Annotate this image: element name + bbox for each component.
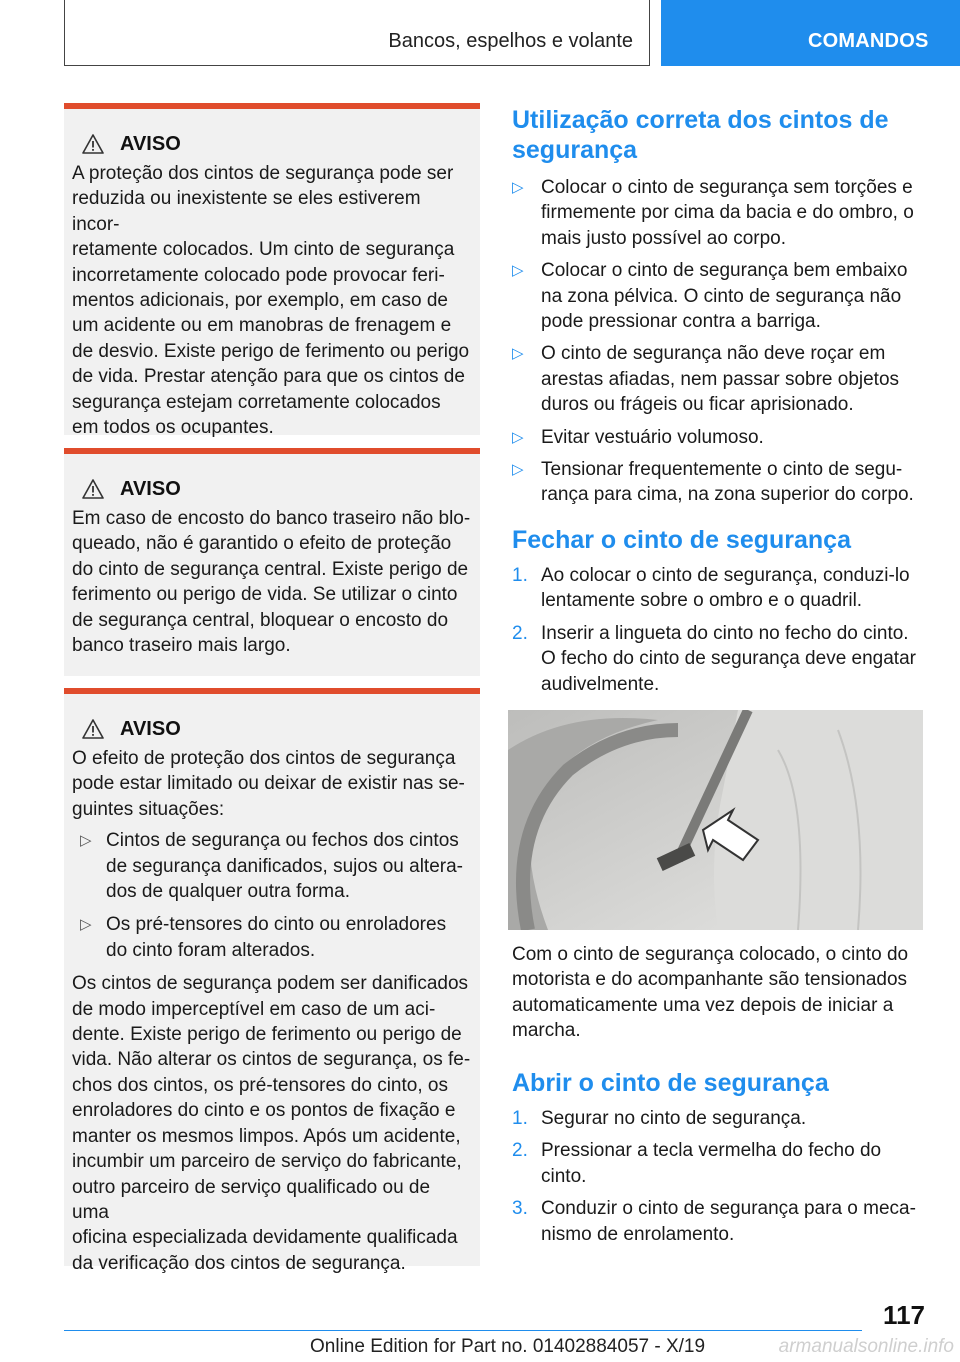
- footer-divider: [64, 1330, 862, 1331]
- warning-box-1: [64, 103, 480, 439]
- section-fasten-belt: [512, 525, 924, 704]
- warning-text: A proteção dos cintos de segurança pode ser reduzida ou inexistente se eles estiverem incor- retamente colocados. Um cinto de segurança incorretamente colocado pode provocar feri- mentos adicionais, por exemplo, em caso de um acidente ou em manobras de frenagem e de desvio. Existe perigo de ferimento ou perigo de vida. Prestar atenção para que os cintos de segurança estejam corretamente colocados em todos os ocupantes.: [72, 163, 470, 439]
- belt-tensioning-note: Com o cinto de segurança colocado, o cinto do motorista e do acompanhante são tensionados automaticamente uma vez depois de iniciar a marcha.: [512, 944, 909, 1042]
- bullet-triangle-icon: ▷: [80, 916, 92, 934]
- warning-heading: [72, 131, 472, 157]
- warning-heading: [72, 476, 472, 502]
- section-heading: Abrir o cinto de segurança: [512, 1069, 829, 1097]
- section-heading: Fechar o cinto de segurança: [512, 526, 851, 554]
- section-heading: Utilização correta dos cintos de segurança: [512, 106, 889, 164]
- section-header-box: [64, 0, 650, 66]
- page-number: 117: [883, 1300, 925, 1330]
- warning-intro: O efeito de proteção dos cintos de segurança pode estar limitado ou deixar de existir nas se- guintes situações:: [72, 748, 465, 820]
- warning-heading: [72, 716, 472, 742]
- warning-triangle-icon: [82, 719, 104, 739]
- warning-title: AVISO: [120, 477, 181, 500]
- numbered-list: [512, 563, 924, 697]
- warning-bullet-list: [72, 828, 472, 963]
- seatbelt-buckle-photo: [508, 710, 923, 930]
- list-item: ▷ Os pré-tensores do cinto ou enroladores do cinto foram alterados.: [80, 914, 447, 961]
- chapter-tab[interactable]: [661, 0, 960, 66]
- edition-text: Online Edition for Part no. 01402884057 - X/19: [310, 1336, 706, 1357]
- list-item: 2. Inserir a lingueta do cinto no fecho do cinto. O fecho do cinto de segurança deve engatar audivelmente.: [512, 622, 916, 695]
- bullet-triangle-icon: ▷: [512, 428, 524, 446]
- warning-text: Os cintos de segurança podem ser danificados de modo imperceptível em caso de um aci- dente. Existe perigo de ferimento ou perigo de vida. Não alterar os cintos de segurança, os fe- chos dos cintos, os pré-tensores do cinto, os enroladores do cinto e os pontos de fixação e manter os mesmos limpos. Após um acidente, incumbir um parceiro de serviço do fabricante, outro parceiro de serviço qualificado ou de uma oficina especializada devidamente qualificada da verificação dos cintos de segurança.: [72, 973, 471, 1274]
- list-item: 1. Segurar no cinto de segurança.: [512, 1108, 807, 1129]
- warning-triangle-icon: [82, 479, 104, 499]
- list-item: 3. Conduzir o cinto de segurança para o meca- nismo de enrolamento.: [512, 1198, 916, 1245]
- bullet-triangle-icon: ▷: [80, 832, 92, 850]
- numbered-list: [512, 1106, 924, 1247]
- section-correct-use: [512, 105, 924, 515]
- list-item: ▷ Cintos de segurança ou fechos dos cintos de segurança danificados, sujos ou altera- dos de qualquer outra forma.: [80, 830, 464, 903]
- list-item: 2. Pressionar a tecla vermelha do fecho do cinto.: [512, 1140, 882, 1187]
- warning-text: Em caso de encosto do banco traseiro não blo- queado, não é garantido o efeito de proteção do cinto de segurança central. Existe perigo de ferimento ou perigo de vida. Se utilizar o cinto de segurança central, bloquear o encosto do banco traseiro mais largo.: [72, 508, 471, 657]
- list-item: 1. Ao colocar o cinto de segurança, conduzi-lo lentamente sobre o ombro e o quadril.: [512, 565, 910, 612]
- bullet-triangle-icon: ▷: [512, 179, 524, 196]
- bullet-triangle-icon: ▷: [512, 461, 524, 479]
- section-unfasten-belt: [512, 1068, 924, 1254]
- section-title: Bancos, espelhos e volante: [388, 30, 633, 52]
- warning-title: AVISO: [120, 132, 181, 155]
- list-item: ▷ Colocar o cinto de segurança bem embaixo na zona pélvica. O cinto de segurança não pode pressionar contra a barriga.: [512, 260, 908, 333]
- bullet-list: [512, 175, 924, 508]
- warning-title: AVISO: [120, 717, 181, 740]
- bullet-triangle-icon: ▷: [512, 345, 524, 363]
- list-item: ▷ Tensionar frequentemente o cinto de segu- rança para cima, na zona superior do corpo.: [512, 459, 914, 506]
- chapter-tab-label: COMANDOS: [808, 30, 929, 52]
- list-item: ▷ Colocar o cinto de segurança sem torções e firmemente por cima da bacia e do ombro, o mais justo possível ao corpo.: [512, 177, 914, 249]
- warning-box-3: [64, 688, 480, 1274]
- page-header: [0, 0, 960, 66]
- list-item: ▷ O cinto de segurança não deve roçar em arestas afiadas, nem passar sobre objetos duros ou frágeis ou ficar aprisionado.: [512, 343, 900, 416]
- watermark-logo: armanualsonline.info: [778, 1336, 954, 1357]
- warning-triangle-icon: [82, 134, 104, 154]
- warning-box-2: [64, 448, 480, 676]
- list-item: ▷ Evitar vestuário volumoso.: [512, 425, 924, 450]
- bullet-triangle-icon: ▷: [512, 262, 524, 280]
